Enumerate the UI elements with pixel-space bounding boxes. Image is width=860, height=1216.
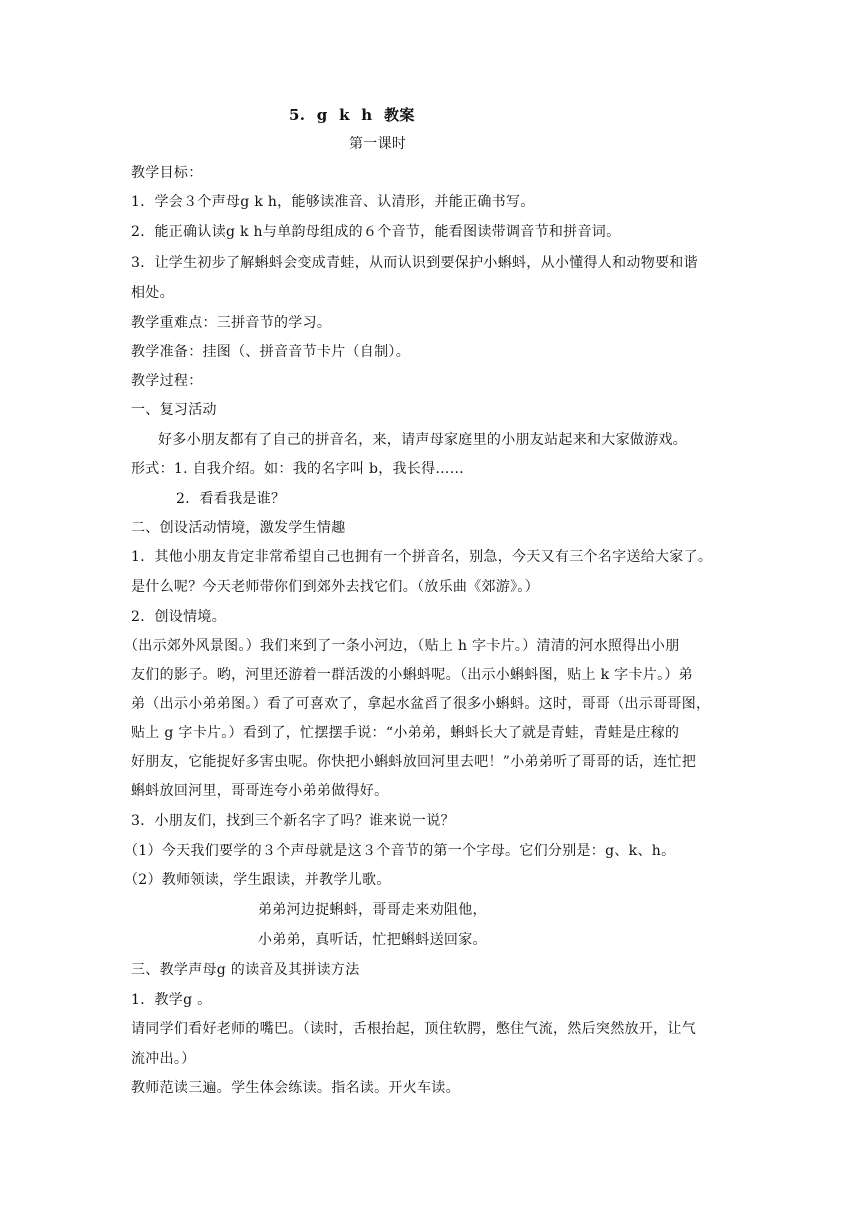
paragraph-line: 相处。 [131, 285, 174, 301]
paragraph-line: 好朋友，它能捉好多害虫呢。你快把小蝌蚪放回河里去吧！”小弟弟听了哥哥的话，连忙把 [131, 754, 697, 770]
paragraph-line: 好多小朋友都有了自己的拼音名，来，请声母家庭里的小朋友站起来和大家做游戏。 [158, 432, 688, 448]
document-subtitle: 第一课时 [349, 136, 407, 152]
section-heading: 二、创设活动情境，激发学生情趣 [131, 520, 346, 536]
section-heading: 教学目标： [131, 165, 203, 181]
paragraph-line: 形式：1. 自我介绍。如：我的名字叫 b，我长得…… [131, 461, 465, 477]
paragraph-line: 3．小朋友们，找到三个新名字了吗？谁来说一说？ [131, 813, 455, 829]
paragraph-line: 友们的影子。哟，河里还游着一群活泼的小蝌蚪呢。（出示小蝌蚪图，贴上 k 字卡片。）弟 [131, 667, 693, 683]
paragraph-line: 贴上 g 字卡片。）看到了，忙摆摆手说：“小弟弟，蝌蚪长大了就是青蛙，青蛙是庄稼的 [131, 725, 680, 741]
section-heading: 一、复习活动 [131, 402, 217, 418]
paragraph-line: 蝌蚪放回河里，哥哥连夸小弟弟做得好。 [131, 783, 389, 799]
paragraph-line: 2．能正确认读g k h与单韵母组成的６个音节，能看图读带调音节和拼音词。 [131, 224, 621, 240]
poem-line: 小弟弟，真听话，忙把蝌蚪送回家。 [258, 932, 487, 948]
paragraph-line: 教学准备：挂图（、拼音音节卡片（自制）。 [131, 344, 410, 360]
paragraph-line: 流冲出。） [131, 1051, 196, 1067]
poem-line: 弟弟河边捉蝌蚪，哥哥走来劝阻他， [258, 902, 487, 918]
paragraph-line: （出示郊外风景图。）我们来到了一条小河边，（贴上 h 字卡片。）清清的河水照得出小朋 [124, 638, 680, 654]
paragraph-line: 请同学们看好老师的嘴巴。（读时，舌根抬起，顶住软腭，憋住气流，然后突然放开，让气 [131, 1021, 696, 1037]
document-title: 5. g k h 教案 [289, 106, 415, 124]
paragraph-line: 1．学会３个声母g k h，能够读准音、认清形，并能正确书写。 [131, 194, 535, 210]
paragraph-line: （2）教师领读，学生跟读，并教学儿歌。 [124, 872, 391, 888]
section-heading: 教学过程： [131, 373, 203, 389]
paragraph-line: 是什么呢？今天老师带你们到郊外去找它们。（放乐曲《郊游》。） [131, 579, 539, 595]
paragraph-line: （1）今天我们要学的３个声母就是这３个音节的第一个字母。它们分别是：g、k、h。 [124, 843, 676, 859]
paragraph-line: 1．其他小朋友肯定非常希望自己也拥有一个拼音名，别急，今天又有三个名字送给大家了。 [131, 549, 713, 565]
paragraph-line: 2．创设情境。 [131, 609, 227, 625]
paragraph-line: 1．教学g 。 [131, 992, 212, 1008]
paragraph-line: 教师范读三遍。学生体会练读。指名读。开火车读。 [131, 1080, 460, 1096]
paragraph-line: 2．看看我是谁？ [176, 491, 286, 507]
section-heading: 三、教学声母g 的读音及其拼读方法 [131, 962, 360, 978]
paragraph-line: 3．让学生初步了解蝌蚪会变成青蛙，从而认识到要保护小蝌蚪，从小懂得人和动物要和谐 [131, 255, 698, 271]
paragraph-line: 弟（出示小弟弟图。）看了可喜欢了，拿起水盆舀了很多小蝌蚪。这时，哥哥（出示哥哥图， [131, 696, 711, 712]
paragraph-line: 教学重难点：三拼音节的学习。 [131, 315, 332, 331]
